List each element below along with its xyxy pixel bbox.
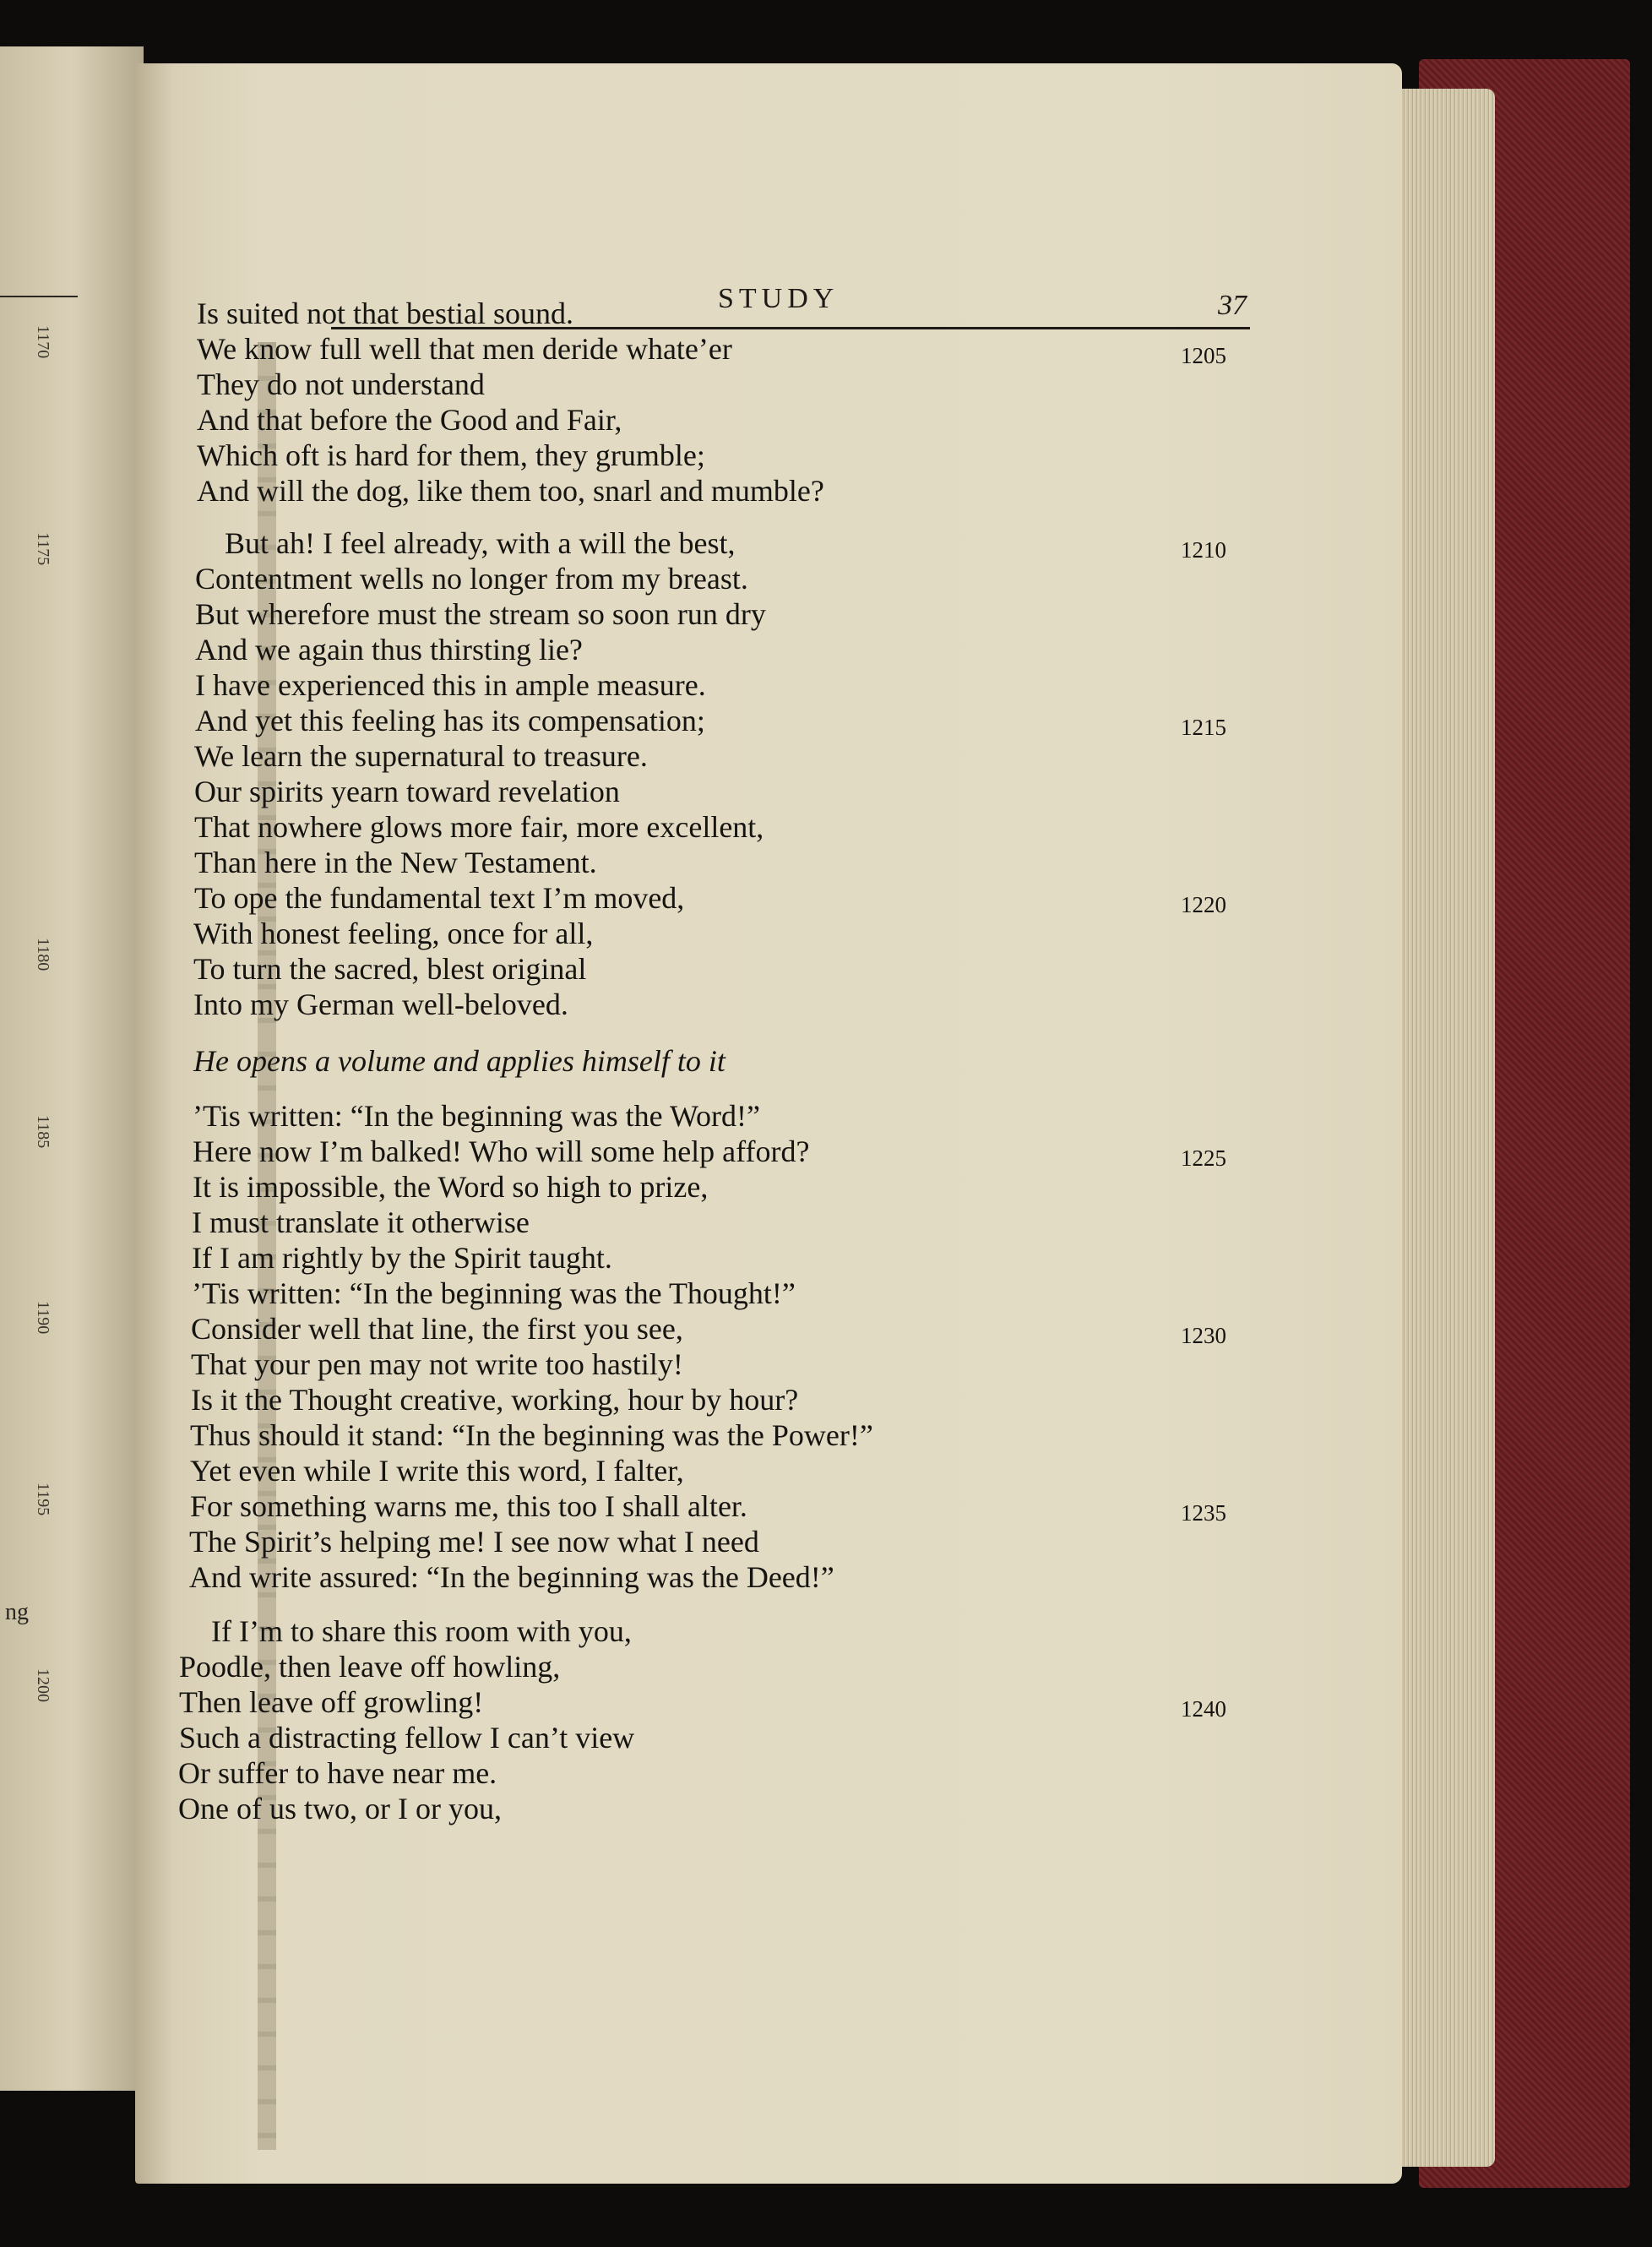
running-head: STUDY [718,283,840,314]
verse-line: Poodle, then leave off howling, [179,1650,561,1684]
verse-line: Which oft is hard for them, they grumble; [197,438,705,472]
verse-line: With honest feeling, once for all, [193,917,594,950]
verse-line: ’Tis written: “In the beginning was the Thought!” [192,1276,796,1310]
line-number: 1230 [1181,1323,1226,1348]
verse-line: To turn the sacred, blest original [193,952,587,986]
verse-line: It is impossible, the Word so high to prize, [193,1170,709,1204]
verse-line: Yet even while I write this word, I falter, [190,1454,684,1488]
verse-line: Our spirits yearn toward revelation [194,775,620,808]
page-number: 37 [1218,290,1247,321]
margin-line-number: 1175 [34,532,52,566]
verse-line: We know full well that men deride whate’er [197,332,732,366]
verse-line: If I’m to share this room with you, [211,1614,632,1648]
previous-page-rule [0,296,78,297]
verse-line: And yet this feeling has its compensation; [195,704,705,737]
verse-line: For something warns me, this too I shall alter. [190,1489,747,1523]
line-number: 1210 [1181,537,1226,563]
verse-line: Into my German well-beloved. [193,987,568,1021]
verse-line: Thus should it stand: “In the beginning was the Power!” [190,1418,873,1452]
verse-line: Such a distracting fellow I can’t view [179,1721,635,1755]
verse-line: Here now I’m balked! Who will some help afford? [193,1134,810,1168]
verse-line: Than here in the New Testament. [194,846,597,879]
verse-line: ’Tis written: “In the beginning was the Word!” [193,1099,760,1133]
verse-line: I have experienced this in ample measure. [195,668,706,702]
verse-line: Or suffer to have near me. [178,1756,497,1790]
margin-line-number: 1200 [34,1668,52,1702]
verse-line: Consider well that line, the first you see, [191,1312,683,1346]
verse-line: And write assured: “In the beginning was the Deed!” [189,1560,834,1594]
verse-line: And that before the Good and Fair, [197,403,622,437]
verse-line: To ope the fundamental text I’m moved, [194,881,685,915]
verse-line: But wherefore must the stream so soon run dry [195,597,766,631]
verse-line: And will the dog, like them too, snarl and mumble? [197,474,824,508]
stage-direction: He opens a volume and applies himself to it [193,1044,725,1078]
verse-line: I must translate it otherwise [192,1205,530,1239]
verse-line: We learn the supernatural to treasure. [194,739,648,773]
margin-line-number: 1185 [34,1115,52,1149]
verse-line: That nowhere glows more fair, more excellent, [194,810,764,844]
margin-line-number: 1190 [34,1301,52,1335]
line-number: 1205 [1181,343,1226,368]
line-number: 1235 [1181,1500,1226,1526]
line-number: 1220 [1181,892,1226,917]
verse-line: If I am rightly by the Spirit taught. [192,1241,612,1275]
margin-line-number: 1180 [34,938,52,971]
line-number: 1215 [1181,715,1226,740]
verse-line: Is suited not that bestial sound. [197,297,573,330]
verse-line: Then leave off growling! [179,1685,484,1719]
verse-line: Is it the Thought creative, working, hour by hour? [191,1383,799,1417]
line-number: 1240 [1181,1696,1226,1722]
margin-line-number: 1195 [34,1483,52,1516]
verse-line: The Spirit’s helping me! I see now what I need [189,1525,759,1559]
verse-line: That your pen may not write too hastily! [191,1347,683,1381]
line-number: 1225 [1181,1145,1226,1171]
book-page [135,63,1402,2184]
verse-line: Contentment wells no longer from my breast. [195,562,748,596]
previous-page [0,46,144,2091]
verse-line: But ah! I feel already, with a will the best, [225,526,736,560]
margin-line-number: 1170 [34,325,52,359]
verse-line: They do not understand [197,367,485,401]
previous-page-fragment: ng [5,1599,29,1625]
verse-line: One of us two, or I or you, [178,1792,502,1825]
verse-line: And we again thus thirsting lie? [195,633,583,666]
